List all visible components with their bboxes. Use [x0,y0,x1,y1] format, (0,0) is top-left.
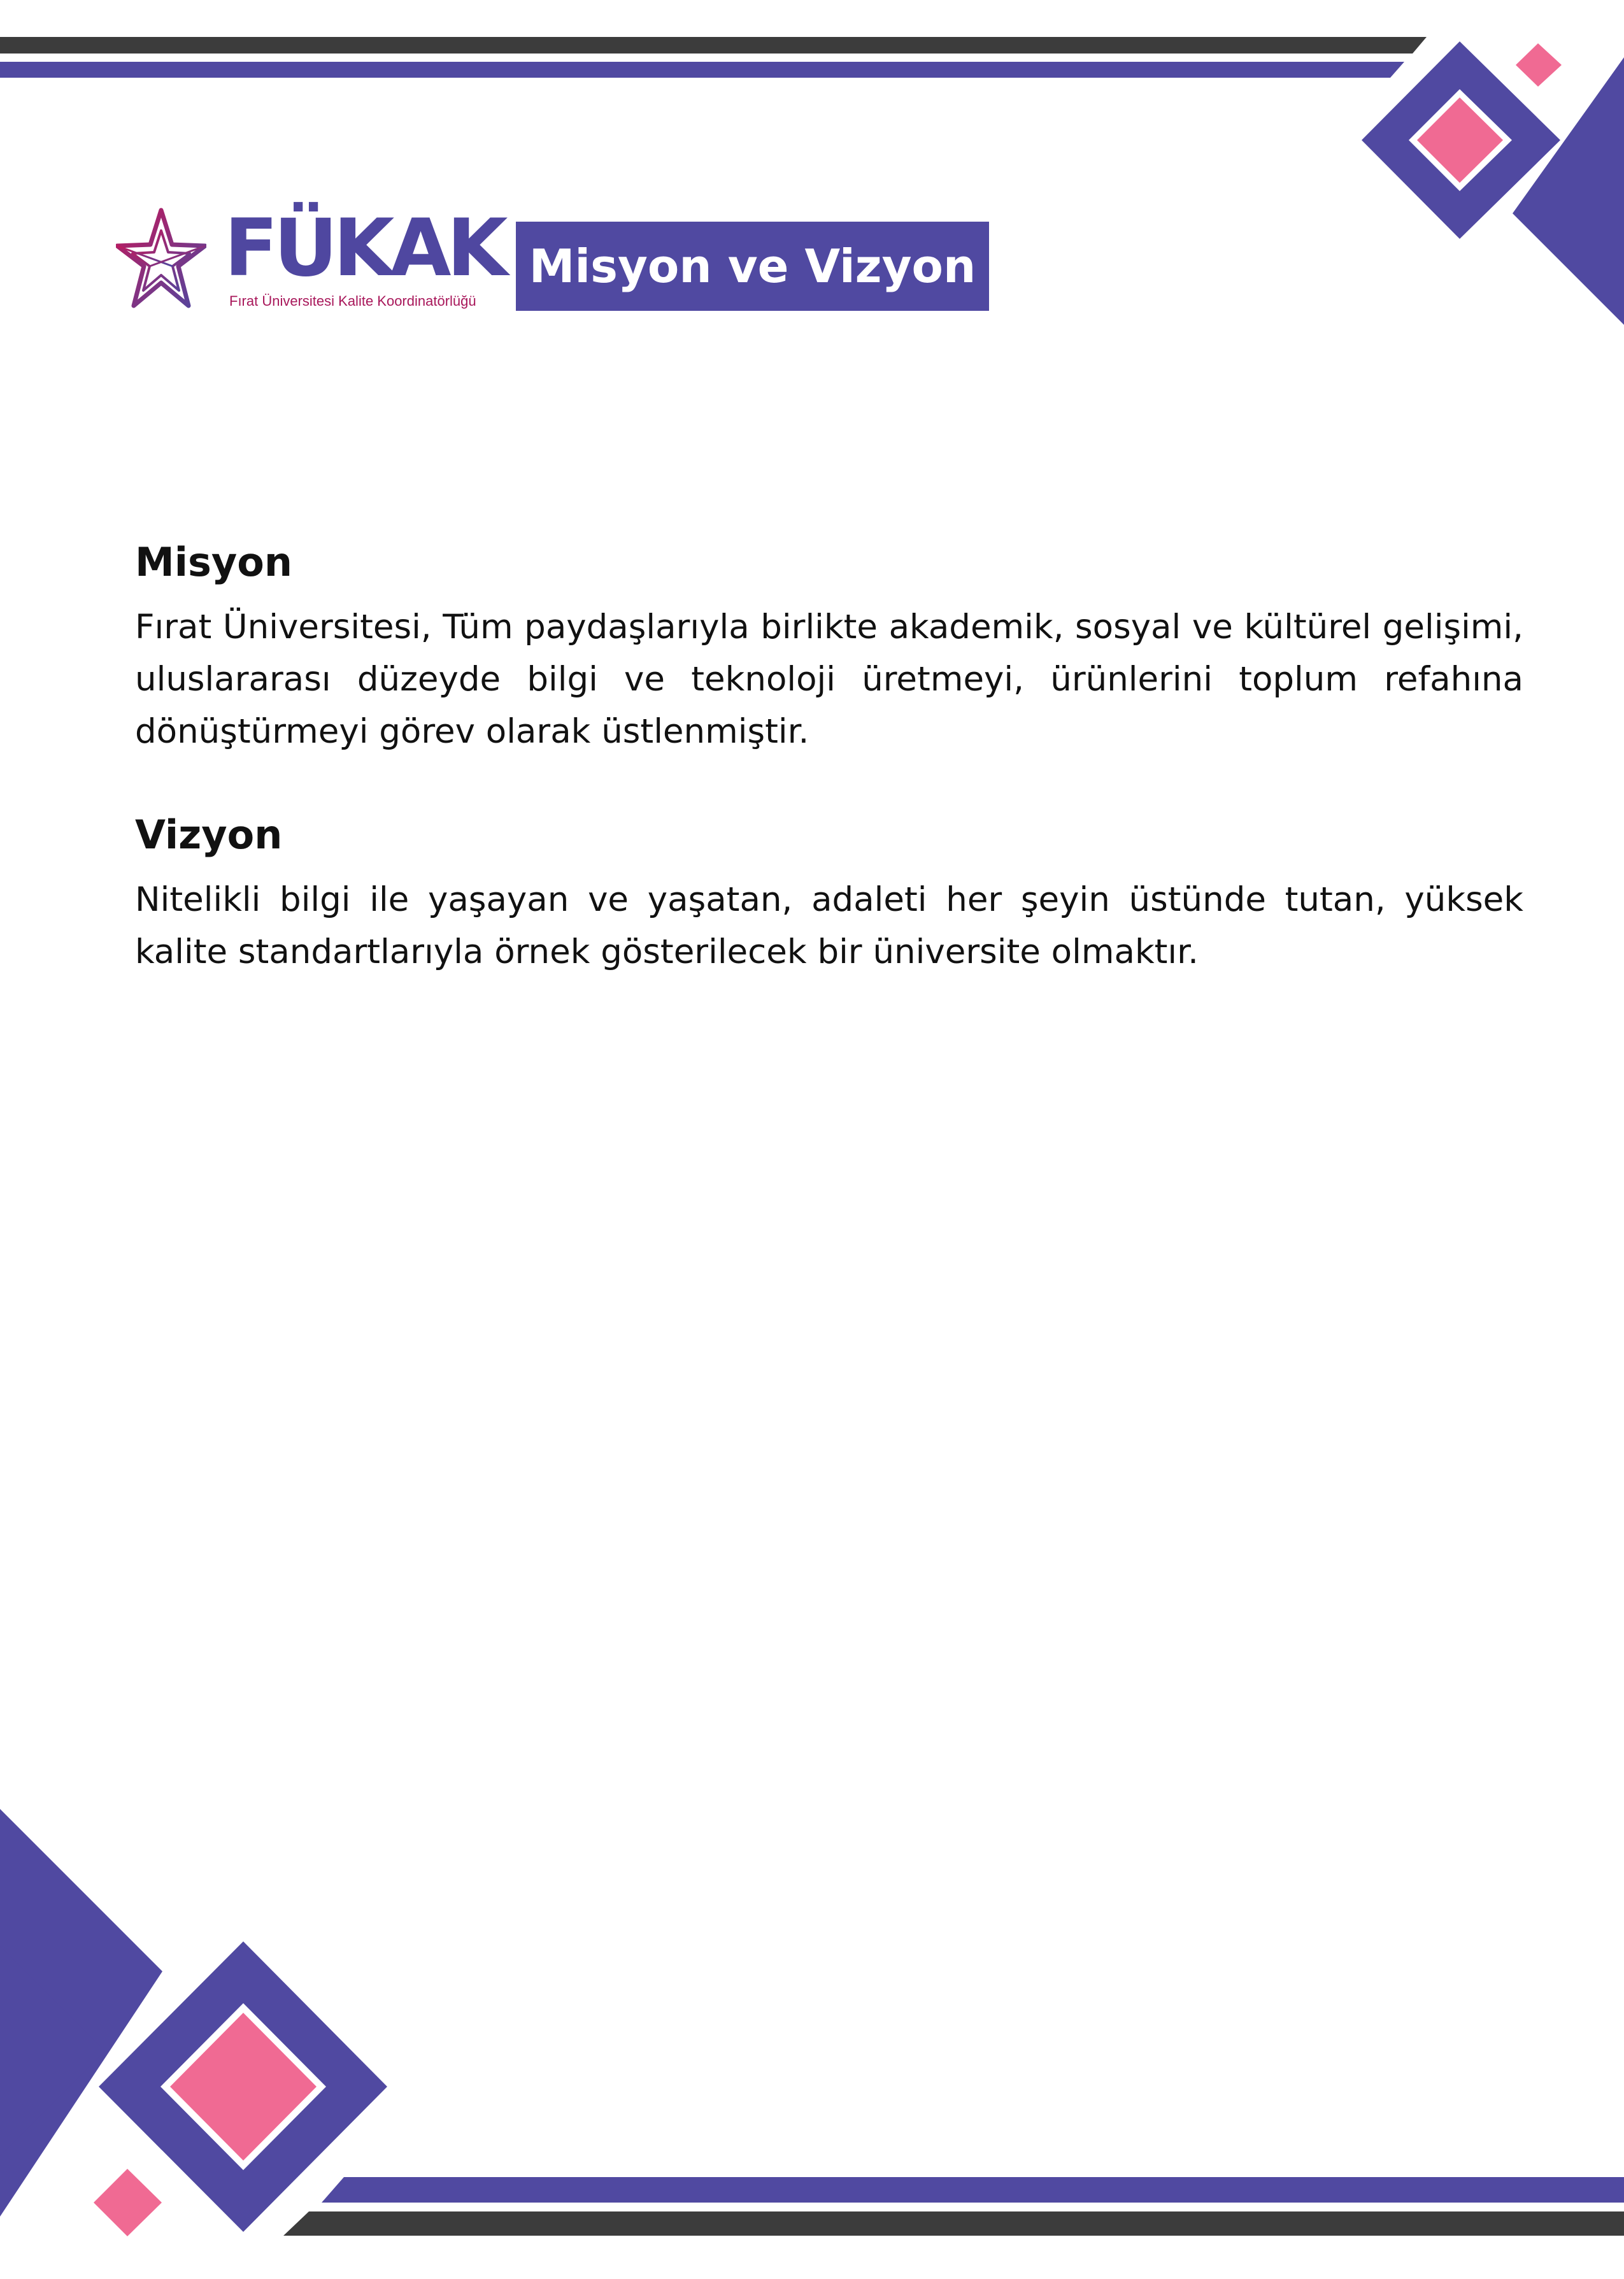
bottom-gray-stripe [283,2211,1624,2236]
fukak-logo [116,204,517,315]
top-right-small-diamond [1516,43,1562,87]
page-title: Misyon ve Vizyon [516,222,989,311]
star-logo-icon [116,208,206,310]
logo-wordmark: FÜKAK [224,203,504,294]
mission-heading: Misyon [135,539,293,585]
top-gray-stripe [0,37,1427,54]
logo-subtitle: Fırat Üniversitesi Kalite Koordinatörlüğü [229,293,476,309]
content-area [135,534,1523,978]
mission-text: Fırat Üniversitesi, Tüm paydaşlarıyla birlikte akademik, sosyal ve kültürel gelişimi, uluslararası düzeyde bilgi ve teknoloji üretmeyi, ürünlerini toplum refahına dönüştürmeyi görev olarak üstlenmiştir. [135,608,1523,751]
vision-heading: Vizyon [135,811,283,858]
top-purple-stripe [0,62,1404,78]
top-right-large-triangle [1513,57,1624,325]
bottom-left-small-diamond [94,2169,162,2236]
bottom-purple-stripe [322,2177,1624,2203]
vision-text: Nitelikli bilgi ile yaşayan ve yaşatan, adaleti her şeyin üstünde tutan, yüksek kalite standartlarıyla örnek gösterilecek bir üniversite olmaktır. [135,880,1523,971]
